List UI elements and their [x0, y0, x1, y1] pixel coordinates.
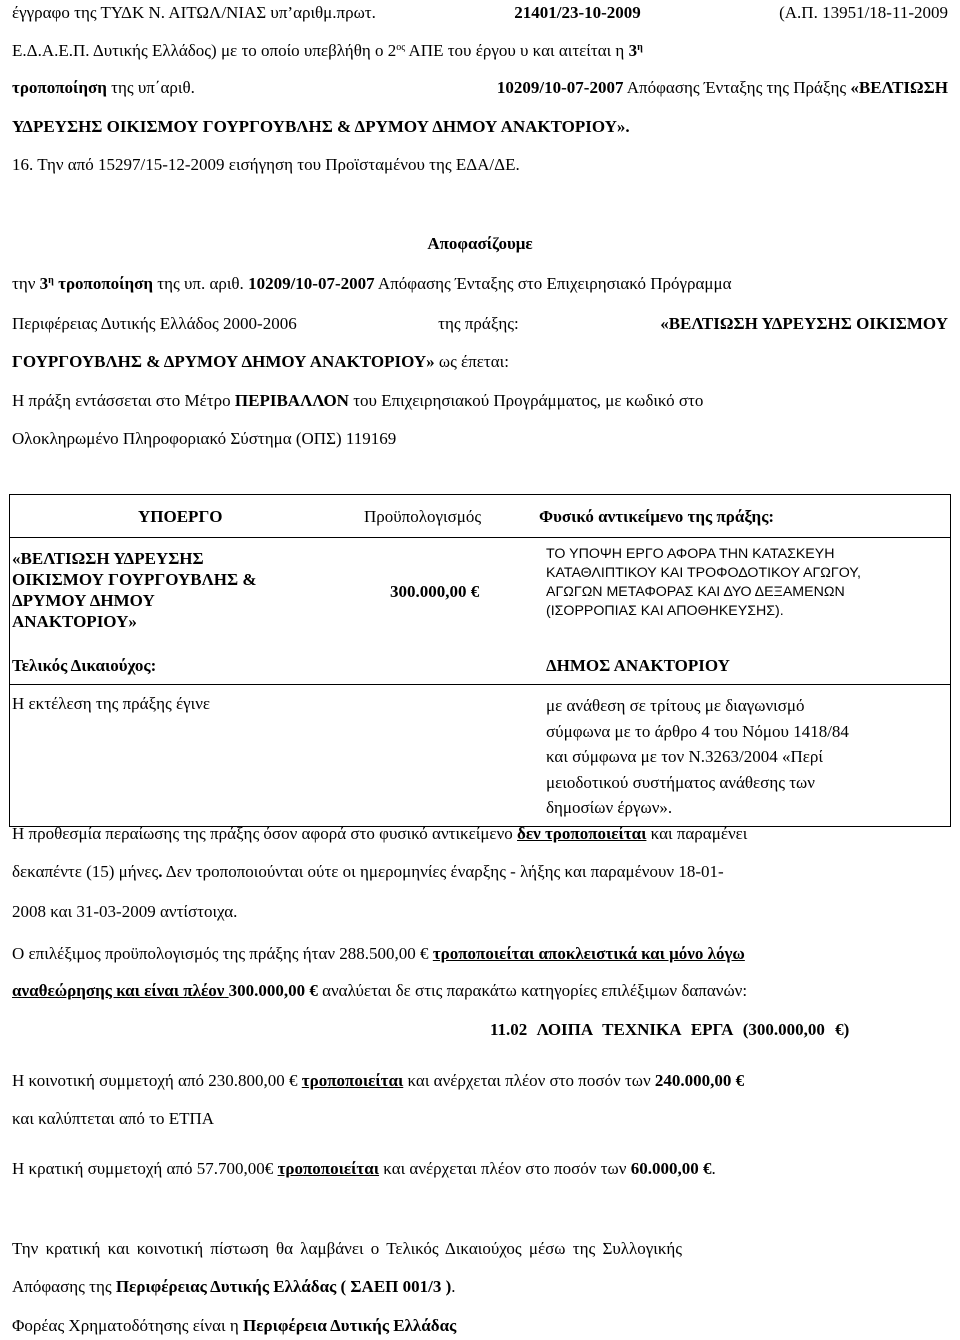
- table-divider: [10, 537, 950, 538]
- execution-label: Η εκτέλεση της πράξης έγινε: [12, 694, 211, 713]
- text: Απόφασης Ένταξης της Πράξης: [623, 78, 851, 97]
- decision-line-1: [12, 273, 948, 295]
- decision-line-2: [12, 313, 948, 335]
- text: «ΒΕΛΤΙΩΣΗ ΥΔΡΕΥΣΗΣ: [12, 549, 204, 568]
- decision-line-5: Ολοκληρωμένο Πληροφοριακό Σύστημα (ΟΠΣ) 119169: [12, 429, 397, 448]
- text: και ανέρχεται πλέον στο ποσόν των: [403, 1071, 655, 1090]
- text: ΔΡΥΜΟΥ ΔΗΜΟΥ: [12, 591, 155, 610]
- new-budget-amount: 300.000,00 €: [228, 981, 318, 1000]
- text: ΑΠΕ του έργου υ και αιτείται η: [405, 41, 629, 60]
- modified-text: τροποποιείται: [277, 1159, 380, 1178]
- state-amount: 60.000,00 €: [630, 1159, 712, 1178]
- community-amount: 240.000,00 €: [654, 1071, 745, 1090]
- text: δεκαπέντε (15) μήνες: [12, 862, 159, 881]
- subproject-budget: 300.000,00 €: [390, 582, 480, 601]
- text: (Α.Π. 13951/18-11-2009: [779, 3, 948, 22]
- subproject-name: [12, 548, 257, 632]
- decision-line-3: [12, 351, 509, 373]
- intro-line-1: [12, 2, 948, 24]
- deadline-line-2: [12, 861, 724, 883]
- text: 16.: [12, 155, 34, 174]
- text: ΚΑΤΑΘΛΙΠΤΙΚΟΥ ΚΑΙ ΤΡΟΦΟΔΟΤΙΚΟΥ ΑΓΩΓΟΥ,: [546, 565, 861, 581]
- text: σύμφωνα με το άρθρο 4 του Νόμου 1418/84: [546, 721, 849, 741]
- text: 3: [39, 274, 49, 293]
- text: .: [158, 862, 163, 881]
- text: τροποποίηση: [12, 78, 107, 97]
- decision-number: 10209/10-07-2007: [496, 78, 624, 97]
- text: Απόφασης της: [12, 1277, 116, 1296]
- decision-line-4: [12, 390, 703, 412]
- protocol-number: 21401/23-10-2009: [514, 3, 641, 22]
- text: Φορέας Χρηματοδότησης είναι η: [12, 1316, 243, 1335]
- not-modified-text: δεν τροποποιείται: [517, 824, 647, 843]
- project-title: ΓΟΥΡΓΟΥΒΛΗΣ & ΔΡΥΜΟΥ ΔΗΜΟΥ ΑΝΑΚΤΟΡΙΟΥ»: [12, 352, 435, 371]
- intro-line-2: [12, 40, 948, 62]
- project-title: «ΒΕΛΤΙΩΣΗ ΥΔΡΕΥΣΗΣ ΟΙΚΙΣΜΟΥ: [660, 314, 948, 333]
- text: Την από 15297/15-12-2009 εισήγηση του Προϊσταμένου της ΕΔΑ/ΔΕ.: [33, 155, 520, 174]
- modified-text: τροποποιείται: [301, 1071, 404, 1090]
- deadline-line-1: [12, 823, 747, 845]
- text: 3: [628, 41, 638, 60]
- project-table: [9, 494, 951, 827]
- text: Η κρατική συμμετοχή από 57.700,00€: [12, 1159, 278, 1178]
- text: Δεν τροποποιούνται ούτε οι ημερομηνίες έναρξης - λήξης και παραμένουν 18-01-: [162, 862, 724, 881]
- beneficiary-label: Τελικός Δικαιούχος:: [12, 656, 157, 675]
- project-title: ΥΔΡΕΥΣΗΣ ΟΙΚΙΣΜΟΥ ΓΟΥΡΓΟΥΒΛΗΣ & ΔΡΥΜΟΥ ΔΗΜΟΥ ΑΝΑΚΤΟΡΙΟΥ».: [12, 117, 630, 136]
- credit-line-2: [12, 1276, 456, 1298]
- text: και παραμένει: [646, 824, 748, 843]
- text: την: [12, 274, 40, 293]
- text: ΑΝΑΚΤΟΡΙΟΥ»: [12, 612, 137, 631]
- header-physical-object: Φυσικό αντικείμενο της πράξης:: [539, 507, 775, 526]
- text: Ε.Δ.Α.Ε.Π. Δυτικής Ελλάδος) με το οποίο υπεβλήθη ο 2: [12, 41, 397, 60]
- modified-text: αναθεώρησης και είναι πλέον: [12, 981, 225, 1000]
- table-divider: [10, 684, 950, 685]
- superscript: ος: [396, 42, 406, 53]
- text: δημοσίων έργων».: [546, 798, 673, 817]
- region-name: Περιφέρεια Δυτικής Ελλάδας: [242, 1316, 457, 1335]
- text: Η προθεσμία περαίωσης της πράξης όσον αφορά στο φυσικό αντικείμενο: [12, 824, 518, 843]
- credit-line-1: Την κρατική και κοινοτική πίστωση θα λαμβάνει ο Τελικός Δικαιούχος μέσω της Συλλογικής: [12, 1239, 683, 1258]
- text: ΤΟ ΥΠΟΨΗ ΕΡΓΟ ΑΦΟΡΑ ΤΗΝ ΚΑΤΑΣΚΕΥΗ: [546, 546, 835, 562]
- physical-object-description: [546, 545, 861, 621]
- project-title: «ΒΕΛΤΙΩΣΗ: [850, 78, 948, 97]
- text: αναλύεται δε στις παρακάτω κατηγορίες επιλέξιμων δαπανών:: [317, 981, 748, 1000]
- modified-text: τροποποιείται αποκλειστικά και μόνο λόγω: [432, 944, 745, 963]
- text: έγγραφο της ΤΥΔΚ Ν. ΑΙΤΩΛ/ΝΙΑΣ υπ’αριθμ.πρωτ.: [12, 3, 376, 22]
- intro-line-4: [12, 116, 630, 138]
- text: .: [711, 1159, 716, 1178]
- deadline-line-3: 2008 και 31-03-2009 αντίστοιχα.: [12, 902, 238, 921]
- beneficiary-value: ΔΗΜΟΣ ΑΝΑΚΤΟΡΙΟΥ: [546, 656, 730, 675]
- heading: Αποφασίζουμε: [427, 234, 533, 253]
- text: μειοδοτικού συστήματος ανάθεσης των: [546, 772, 815, 792]
- superscript: η: [637, 42, 643, 53]
- decision-number: 10209/10-07-2007: [248, 274, 375, 293]
- text: .: [451, 1277, 456, 1296]
- region-name: Περιφέρειας Δυτικής Ελλάδας ( ΣΑΕΠ 001/3 ): [115, 1277, 452, 1296]
- superscript: η: [48, 275, 54, 286]
- execution-value: [546, 693, 849, 821]
- text: του Επιχειρησιακού Προγράμματος, με κωδικό στο: [348, 391, 704, 410]
- text: Ο επιλέξιμος προϋπολογισμός της πράξης ήταν 288.500,00 €: [12, 944, 433, 963]
- text: της υπ. αριθ.: [153, 274, 249, 293]
- budget-line-1: [12, 943, 745, 965]
- state-line: [12, 1158, 716, 1180]
- text: με ανάθεση σε τρίτους με διαγωνισμό: [546, 696, 805, 715]
- text: Περιφέρειας Δυτικής Ελλάδος 2000-2006: [12, 314, 297, 333]
- expense-category: 11.02 ΛΟΙΠΑ ΤΕΧΝΙΚΑ ΕΡΓΑ (300.000,00 €): [490, 1020, 850, 1039]
- text: της υπ΄αριθ.: [106, 78, 195, 97]
- text: ΟΙΚΙΣΜΟΥ ΓΟΥΡΓΟΥΒΛΗΣ &: [12, 570, 257, 589]
- text: Η πράξη εντάσσεται στο Μέτρο: [12, 391, 235, 410]
- measure-name: ΠΕΡΙΒΑΛΛΟΝ: [234, 391, 349, 410]
- text: τροποποίηση: [53, 274, 153, 293]
- budget-line-2: [12, 980, 747, 1002]
- header-subproject: ΥΠΟΕΡΓΟ: [138, 507, 223, 526]
- header-budget: Προϋπολογισμός: [364, 507, 482, 526]
- text: ως έπεται:: [434, 352, 509, 371]
- financing-line: [12, 1315, 456, 1337]
- text: (ΙΣΟΡΡΟΠΙΑΣ ΚΑΙ ΑΠΟΘΗΚΕΥΣΗΣ).: [546, 603, 784, 619]
- intro-line-3: [12, 77, 948, 99]
- intro-line-5: [12, 154, 520, 176]
- community-line-1: [12, 1070, 744, 1092]
- text: Η κοινοτική συμμετοχή από 230.800,00 €: [12, 1071, 302, 1090]
- text: και ανέρχεται πλέον στο ποσόν των: [379, 1159, 631, 1178]
- text: Απόφασης Ένταξης στο Επιχειρησιακό Πρόγραμμα: [374, 274, 732, 293]
- text: της πράξης:: [438, 314, 519, 333]
- text: ΑΓΩΓΩΝ ΜΕΤΑΦΟΡΑΣ ΚΑΙ ΔΥΟ ΔΕΞΑΜΕΝΩΝ: [546, 584, 845, 600]
- text: και σύμφωνα με τον Ν.3263/2004 «Περί: [546, 747, 823, 766]
- community-line-2: και καλύπτεται από το ΕΤΠΑ: [12, 1109, 215, 1128]
